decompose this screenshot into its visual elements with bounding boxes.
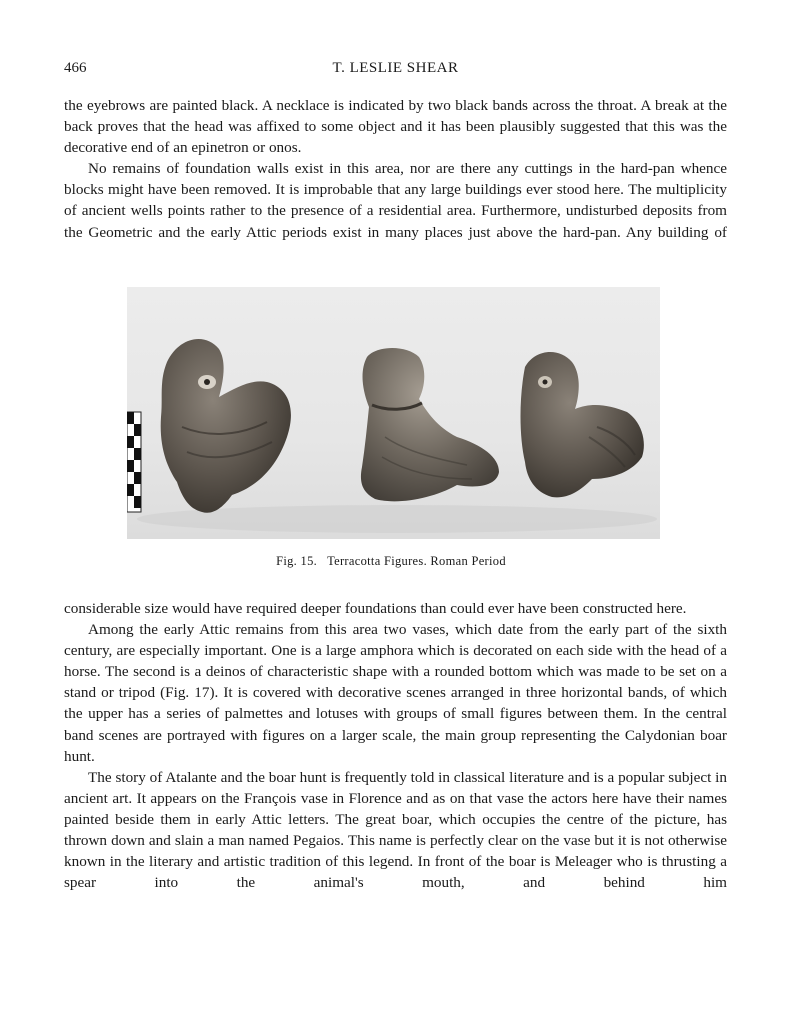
- paragraph: The story of Atalante and the boar hunt is frequently told in classical literature and is a popular subject in ancient art. It appears on the François vase in Florence and as on that vase the actors here have their names painted beside them in early Attic letters. The great boar, which occupies the centre of the picture, has thrown down and slain a man named Pegaios. This name is perfectly clear on the vase but it is not otherwise known in the literary and artistic tradition of this legend. In front of the boar is Meleager who is thrusting a spear into the animal's mouth, and behind him: [64, 768, 727, 892]
- body-text-bottom: [64, 598, 727, 893]
- paragraph: Among the early Attic remains from this area two vases, which date from the early part of the sixth century, are especially important. One is a large amphora which is decorated on each side with the head of a horse. The second is a deinos of characteristic shape with a rounded bottom which was made to be set on a stand or tripod (Fig. 17). It is covered with decorative scenes arranged in three horizontal bands, of which the upper has a series of palmettes and lotuses with groups of small figures between them. In the central band scenes are portrayed with figures on a larger scale, the main group representing the Calydonian boar hunt.: [64, 621, 727, 765]
- figure-caption-text: Terracotta Figures. Roman Period: [327, 554, 506, 568]
- page-number: 466: [64, 60, 87, 76]
- figure-label: Fig. 15.: [276, 554, 318, 568]
- figure-photo-terracotta: [127, 287, 660, 539]
- scale-bar: [127, 412, 141, 512]
- paragraph: No remains of foundation walls exist in this area, nor are there any cuttings in the hard-pan whence blocks might have been removed. It is improbable that any large buildings ever stood here. The multiplicity of ancient wells points rather to the presence of a residential area. Furthermore, undisturbed deposits from the Geometric and the early Attic periods exist in many places just above the hard-pan. Any building of: [64, 160, 727, 241]
- dog-figurine-middle: [361, 348, 499, 501]
- paragraph: considerable size would have required deeper foundations than could ever have been constructed here.: [64, 600, 687, 617]
- body-text-top: [64, 95, 727, 243]
- cock-figurine-right: [521, 352, 644, 497]
- cock-figurine-left: [161, 339, 291, 513]
- running-head: T. LESLIE SHEAR: [332, 60, 459, 76]
- page-header: [64, 60, 727, 84]
- figure-caption: [0, 554, 792, 569]
- paragraph: the eyebrows are painted black. A necklace is indicated by two black bands across the throat. A break at the back proves that the head was affixed to some object and it has been plausibly suggested that this was the decorative end of an epinetron or onos.: [64, 97, 727, 157]
